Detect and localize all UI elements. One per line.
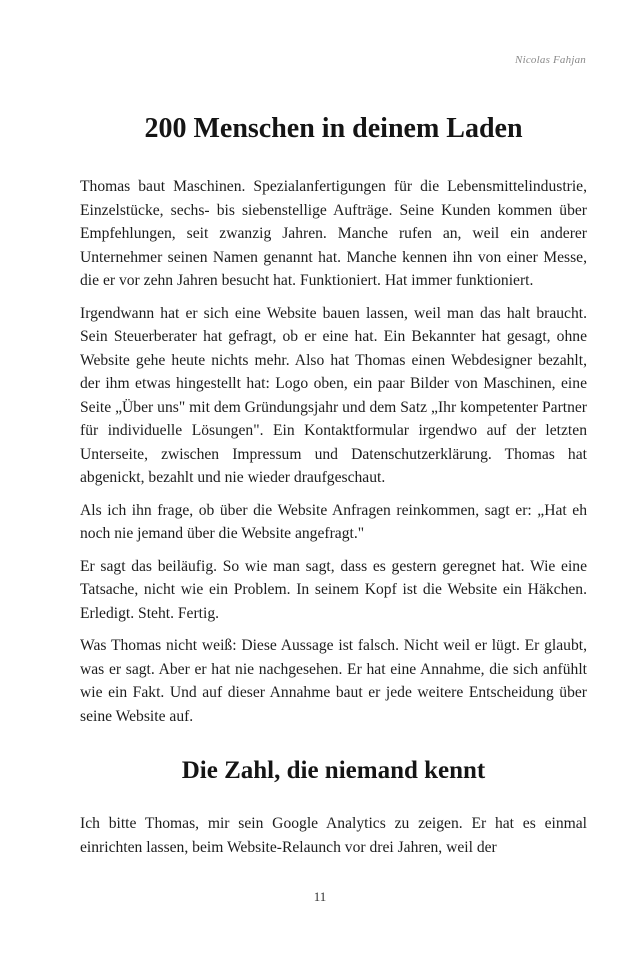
section-title: Die Zahl, die niemand kennt	[181, 757, 486, 784]
body-paragraph: Thomas baut Maschinen. Spezialanfertigungen für die Lebensmittelindustrie, Einzelstücke, sechs- bis siebenstellige Aufträge. Seine Kunden kommen über Empfehlungen, seit zwanzig Jahren. Manche rufen an, weil ein anderer Unternehmer seinen Namen genannt hat. Manche kennen ihn von einer Messe, die er vor zehn Jahren besucht hat. Funktioniert. Hat immer funktioniert.	[80, 178, 587, 289]
body-paragraph: Was Thomas nicht weiß: Diese Aussage ist falsch. Nicht weil er lügt. Er glaubt, was er sagt. Aber er hat nie nachgesehen. Er hat eine Annahme, die sich anfühlt wie ein Fakt. Und auf dieser Annahme baut er jede weitere Entscheidung über seine Website auf.	[80, 637, 587, 725]
body-paragraph: Als ich ihn frage, ob über die Website Anfragen reinkommen, sagt er: „Hat eh noch nie jemand über die Website angefragt."	[80, 501, 587, 542]
body-paragraph: Er sagt das beiläufig. So wie man sagt, dass es gestern geregnet hat. Wie eine Tatsache, nicht wie ein Problem. In seinem Kopf ist die Website ein Häkchen. Erledigt. Steht. Fertig.	[80, 557, 587, 622]
page-number: 11	[313, 889, 327, 904]
body-paragraph: Irgendwann hat er sich eine Website bauen lassen, weil man das halt braucht. Sein Steuerberater hat gefragt, ob er eine hat. Ein Bekannter hat gesagt, ohne Website gehe heute nichts mehr. Also hat Thomas einen Webdesigner bezahlt, der ihm etwas hingestellt hat: Logo oben, ein paar Bilder von Maschinen, eine Seite „Über uns" mit dem Gründungsjahr und dem Satz „Ihr kompetenter Partner für individuelle Lösungen". Ein Kontaktformular irgendwo auf der letzten Unterseite, zwischen Impressum und Datenschutzerklärung. Thomas hat abgenickt, bezahlt und nie wieder draufgeschaut.	[80, 304, 587, 486]
body-paragraph: Ich bitte Thomas, mir sein Google Analytics zu zeigen. Er hat es einmal einrichten lassen, beim Website-Relaunch vor drei Jahren, weil der	[80, 815, 587, 856]
running-header-author: Nicolas Fahjan	[515, 54, 586, 66]
page-content	[80, 110, 587, 868]
chapter-title: 200 Menschen in deinem Laden	[144, 113, 523, 144]
